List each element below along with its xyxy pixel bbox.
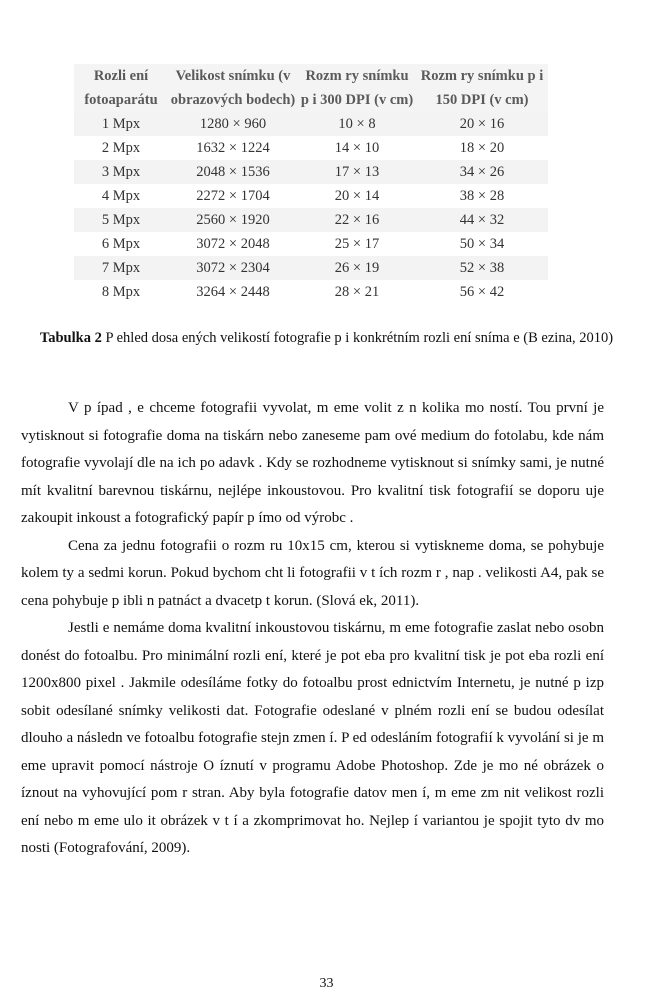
cell-size-300dpi: 26 × 19: [298, 256, 416, 280]
cell-size-150dpi: 18 × 20: [416, 136, 548, 160]
header-size-150dpi: Rozm ry snímku p i 150 DPI (v cm): [416, 64, 548, 112]
cell-size-150dpi: 44 × 32: [416, 208, 548, 232]
cell-pixel-size: 3264 × 2448: [168, 280, 298, 304]
table-row: [74, 160, 548, 184]
cell-size-300dpi: 25 × 17: [298, 232, 416, 256]
cell-size-150dpi: 34 × 26: [416, 160, 548, 184]
cell-size-300dpi: 14 × 10: [298, 136, 416, 160]
cell-resolution: 3 Mpx: [74, 160, 168, 184]
cell-resolution: 4 Mpx: [74, 184, 168, 208]
page-number: 33: [319, 976, 334, 991]
cell-pixel-size: 2272 × 1704: [168, 184, 298, 208]
cell-resolution: 6 Mpx: [74, 232, 168, 256]
caption-label: Tabulka 2: [39, 330, 102, 346]
cell-size-150dpi: 52 × 38: [416, 256, 548, 280]
table-row: [74, 280, 548, 304]
cell-pixel-size: 3072 × 2048: [168, 232, 298, 256]
table-caption: [20, 328, 633, 348]
table-row: [74, 256, 548, 280]
cell-size-300dpi: 17 × 13: [298, 160, 416, 184]
table-row: [74, 112, 548, 136]
caption-text: P ehled dosa ených velikostí fotografie p i konkrétním rozli ení sníma e (B ezina, 2010): [101, 330, 614, 346]
cell-size-150dpi: 38 × 28: [416, 184, 548, 208]
cell-resolution: 1 Mpx: [74, 112, 168, 136]
cell-pixel-size: 3072 × 2304: [168, 256, 298, 280]
cell-size-150dpi: 50 × 34: [416, 232, 548, 256]
cell-resolution: 7 Mpx: [74, 256, 168, 280]
cell-pixel-size: 2560 × 1920: [168, 208, 298, 232]
camera-resolution-table: [74, 64, 548, 304]
paragraph: Cena za jednu fotografii o rozm ru 10x15 cm, kterou si vytiskneme doma, se pohybuje kolem ty a sedmi korun. Pokud bychom cht li fotografii v t ích rozm r , nap . velikosti A4, pak se cena pohybuje p ibli n patnáct a dvacetp t korun. (Slová ek, 2011).: [21, 537, 604, 609]
header-size-300dpi: Rozm ry snímku p i 300 DPI (v cm): [298, 64, 416, 112]
table-header-row: [74, 64, 548, 112]
paragraph: Jestli e nemáme doma kvalitní inkoustovou tiskárnu, m eme fotografie zaslat nebo osobn donést do fotoalbu. Pro minimální rozli ení, které je pot eba pro kvalitní tisk je pot eba rozli ení 1200x800 pixel . Jakmile odesíláme fotky do fotoalbu prost ednictvím Internetu, je nutné p izp sobit odesílané snímky velikosti dat. Fotografie odeslané v plném rozli ení se budou odesílat dlouho a následn ve fotoalbu fotografie stejn zmen í. P ed odesláním fotografií k vyvolání si je m eme upravit pomocí nástroje O íznutí v programu Adobe Photoshop. Zde je mo né obrázek o íznout na vyhovující pom r stran. Aby byla fotografie datov men í, m eme zm nit velikost rozli ení nebo m eme ulo it obrázek v t í a zkomprimovat ho. Nejlep í variantou je spojit tyto dv mo nosti (Fotografování, 2009).: [21, 620, 604, 856]
cell-resolution: 2 Mpx: [74, 136, 168, 160]
paragraph: V p ípad , e chceme fotografii vyvolat, m eme volit z n kolika mo ností. Tou první je vytisknout si fotografie doma na tiskárn nebo zaneseme pam ové medium do fotolabu, kde nám fotografie vyvolají dle na ich po adavk . Kdy se rozhodneme vytisknout si snímky sami, je nutné mít kvalitní barevnou tiskárnu, nejlépe inkoustovou. Pro kvalitní tisk fotografií se doporu uje zakoupit inkoust a fotografický papír p ímo od výrobc .: [21, 400, 604, 526]
cell-size-300dpi: 28 × 21: [298, 280, 416, 304]
table-row: [74, 184, 548, 208]
body-text: [21, 395, 604, 863]
cell-resolution: 8 Mpx: [74, 280, 168, 304]
header-resolution: Rozli ení fotoaparátu: [74, 64, 168, 112]
cell-size-150dpi: 56 × 42: [416, 280, 548, 304]
cell-pixel-size: 1632 × 1224: [168, 136, 298, 160]
cell-size-150dpi: 20 × 16: [416, 112, 548, 136]
cell-size-300dpi: 20 × 14: [298, 184, 416, 208]
cell-size-300dpi: 22 × 16: [298, 208, 416, 232]
table-row: [74, 232, 548, 256]
cell-resolution: 5 Mpx: [74, 208, 168, 232]
table-row: [74, 136, 548, 160]
cell-size-300dpi: 10 × 8: [298, 112, 416, 136]
cell-pixel-size: 1280 × 960: [168, 112, 298, 136]
header-pixel-size: Velikost snímku (v obrazových bodech): [168, 64, 298, 112]
table-row: [74, 208, 548, 232]
cell-pixel-size: 2048 × 1536: [168, 160, 298, 184]
